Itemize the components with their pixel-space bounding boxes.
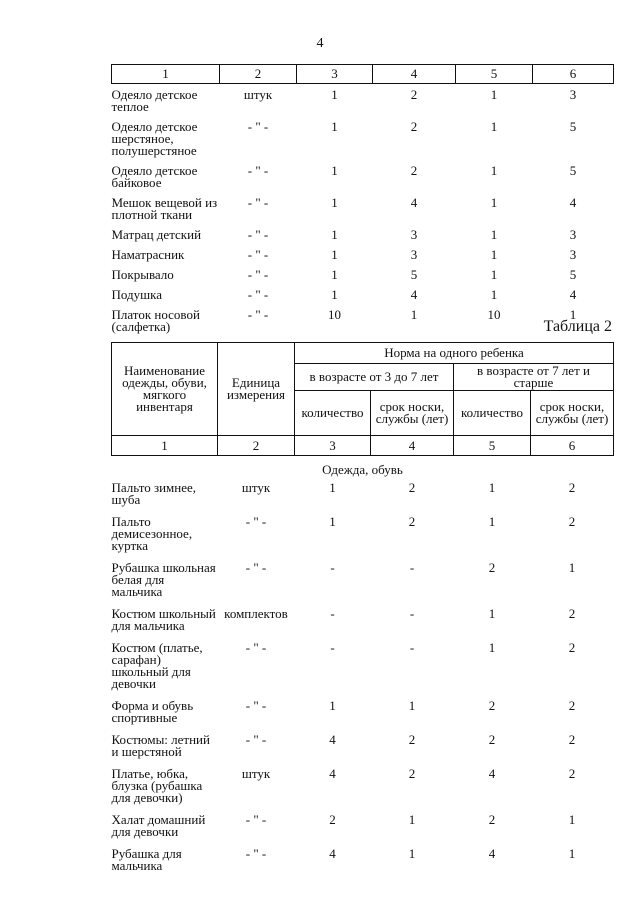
table2-row [112, 516, 614, 562]
table1-col4: 4 [410, 287, 418, 302]
table2-col4: 2 [408, 514, 416, 529]
table1-row [112, 197, 614, 229]
table2-col4: 2 [408, 732, 416, 747]
table2-number-cell: 3 [295, 436, 371, 456]
table1-col3: 1 [331, 163, 338, 178]
table1-col5: 1 [490, 267, 498, 282]
table1-col4: 5 [410, 267, 418, 282]
table1-col5: 10 [487, 307, 501, 322]
table1-header-cell: 1 [112, 65, 220, 84]
table2-col5: 2 [488, 732, 496, 747]
table2-col5: 1 [488, 514, 496, 529]
table2-col6: 1 [568, 812, 576, 827]
table2-col3: 4 [329, 732, 336, 747]
table2-section-title: Одежда, обувь [322, 462, 403, 477]
table1-row [112, 84, 614, 122]
table2-unit: - " - [245, 514, 267, 529]
table1-col4: 3 [410, 227, 418, 242]
table2-wear-term-header: срок носки, службы (лет) [531, 391, 614, 436]
table2-col4: 1 [408, 846, 416, 861]
table2-item-name: Рубашка для мальчика [111, 846, 182, 873]
table2-col4: 1 [408, 812, 416, 827]
table2-number-cell: 4 [371, 436, 454, 456]
table2-col3: 1 [329, 480, 336, 495]
table2-col5: 2 [488, 698, 496, 713]
table1-row [112, 289, 614, 309]
table2-col3: 2 [329, 812, 336, 827]
table2-item-name: Форма и обувь спортивные [111, 698, 194, 725]
table1-row [112, 269, 614, 289]
table2-row [112, 734, 614, 768]
table1-col5: 1 [490, 247, 498, 262]
table2-col3: 4 [329, 846, 336, 861]
table1-col6: 3 [569, 247, 577, 262]
table2-unit: - " - [245, 698, 267, 713]
table2-col3: 1 [329, 514, 336, 529]
table2-number-cell: 1 [112, 436, 218, 456]
table2-age-3-7-header: в возрасте от 3 до 7 лет [295, 364, 454, 391]
table1-unit: - " - [247, 195, 269, 210]
table1-col3: 10 [328, 307, 341, 322]
table2-col6: 1 [568, 560, 576, 575]
table2-row [112, 814, 614, 848]
table2-col6: 2 [568, 732, 576, 747]
table2-section-row [112, 456, 614, 483]
table1-unit: - " - [247, 247, 269, 262]
table2-number-cell: 2 [218, 436, 295, 456]
table2-col3: - [330, 606, 335, 621]
table2-row [112, 700, 614, 734]
table1-item-name: Наматрасник [111, 247, 185, 262]
table2-age-7-plus-header: в возрасте от 7 лет и старше [454, 364, 614, 391]
table2-col3: - [330, 640, 335, 655]
table2-col3: - [330, 560, 335, 575]
table2-col5: 4 [488, 766, 496, 781]
table2 [111, 342, 614, 882]
table1-item-name: Мешок вещевой из плотной ткани [111, 195, 218, 222]
table1-col6: 4 [569, 195, 577, 210]
table2-row [112, 768, 614, 814]
table2-row [112, 642, 614, 700]
table2-unit: - " - [245, 560, 267, 575]
table2-unit: комплектов [224, 606, 288, 621]
table1-unit: - " - [247, 287, 269, 302]
table2-name-header: Наименование одежды, обуви, мягкого инвентаря [112, 343, 218, 436]
table2-col6: 2 [568, 606, 576, 621]
table1-col5: 1 [490, 87, 498, 102]
table2-col3: 1 [329, 698, 336, 713]
table1-col6: 4 [569, 287, 577, 302]
table1-col3: 1 [331, 195, 338, 210]
table1-item-name: Платок носовой (салфетка) [111, 307, 200, 334]
table2-item-name: Рубашка школьная белая для мальчика [111, 560, 216, 599]
table1-col4: 2 [410, 119, 418, 134]
table1-item-name: Подушка [111, 287, 163, 302]
table2-norm-header: Норма на одного ребенка [295, 343, 614, 364]
table2-col6: 2 [568, 640, 576, 655]
table2-col6: 2 [568, 698, 576, 713]
table1-header-cell: 2 [220, 65, 297, 84]
table2-col4: 2 [408, 480, 416, 495]
table2-col5: 2 [488, 560, 496, 575]
table1-unit: - " - [247, 119, 269, 134]
table1-row [112, 309, 614, 341]
table2-col4: 2 [408, 766, 416, 781]
table1-col3: 1 [331, 119, 338, 134]
table1-header-cell: 3 [297, 65, 373, 84]
table2-col6: 1 [568, 846, 576, 861]
table2-col6: 2 [568, 514, 576, 529]
table1-col3: 1 [331, 227, 338, 242]
table1-item-name: Одеяло детское байковое [111, 163, 198, 190]
table2-title: Таблица 2 [543, 318, 612, 335]
table1-col5: 1 [490, 195, 498, 210]
table1-col6: 1 [569, 307, 577, 322]
table1-item-name: Одеяло детское шерстяное, полушерстяное [111, 119, 198, 158]
table1-item-name: Одеяло детское теплое [111, 87, 198, 114]
table2-col6: 2 [568, 480, 576, 495]
table1-col5: 1 [490, 163, 498, 178]
table2-col4: 1 [408, 698, 416, 713]
table1-unit: - " - [247, 307, 269, 322]
table1-unit: - " - [247, 163, 269, 178]
table1-unit: - " - [247, 267, 269, 282]
table1-col6: 5 [569, 267, 577, 282]
table1-row [112, 249, 614, 269]
table1-header-cell: 6 [533, 65, 614, 84]
table1-col5: 1 [490, 227, 498, 242]
table1-unit: - " - [247, 227, 269, 242]
table1-header-cell: 4 [373, 65, 456, 84]
table1-col4: 4 [410, 195, 418, 210]
table1-col5: 1 [490, 119, 498, 134]
table1-col3: 1 [331, 87, 338, 102]
table1-row [112, 121, 614, 165]
table1-col4: 1 [410, 307, 418, 322]
table2-unit-header: Единица измерения [218, 343, 295, 436]
table1 [111, 64, 614, 341]
table1-col3: 1 [331, 267, 338, 282]
table2-row [112, 848, 614, 882]
table2-row [112, 482, 614, 516]
table2-col4: - [409, 640, 415, 655]
table2-number-cell: 6 [531, 436, 614, 456]
table2-item-name: Костюм (платье, сарафан) школьный для девочки [111, 640, 203, 691]
table2-item-name: Платье, юбка, блузка (рубашка для девочки) [111, 766, 203, 805]
table2-col4: - [409, 606, 415, 621]
table2-col4: - [409, 560, 415, 575]
table2-quantity-header: количество [454, 391, 531, 436]
table2-unit: - " - [245, 732, 267, 747]
table2-col5: 1 [488, 606, 496, 621]
table2-item-name: Костюм школьный для мальчика [111, 606, 216, 633]
table2-col5: 1 [488, 640, 496, 655]
table2-col5: 2 [488, 812, 496, 827]
table1-col6: 5 [569, 163, 577, 178]
table2-row [112, 608, 614, 642]
table1-col4: 2 [410, 163, 418, 178]
table1-col6: 5 [569, 119, 577, 134]
table2-unit: - " - [245, 640, 267, 655]
table2-item-name: Пальто зимнее, шуба [111, 480, 197, 507]
table2-col6: 2 [568, 766, 576, 781]
table2-col5: 1 [488, 480, 496, 495]
table1-unit: штук [243, 87, 273, 102]
table1-col3: 1 [331, 247, 338, 262]
table1-row [112, 165, 614, 197]
table1-col5: 1 [490, 287, 498, 302]
table2-item-name: Халат домашний для девочки [111, 812, 206, 839]
table2-unit: штук [241, 766, 271, 781]
table2-wear-term-header: срок носки, службы (лет) [371, 391, 454, 436]
table1-col3: 1 [331, 287, 338, 302]
table2-quantity-header: количество [295, 391, 371, 436]
table1-col4: 3 [410, 247, 418, 262]
table2-item-name: Пальто демисезонное, куртка [111, 514, 193, 553]
table1-header-row [112, 65, 614, 84]
table1-col6: 3 [569, 227, 577, 242]
table1-row [112, 229, 614, 249]
table1-header-cell: 5 [456, 65, 533, 84]
table1-col6: 3 [569, 87, 577, 102]
table2-unit: - " - [245, 812, 267, 827]
table2-unit: - " - [245, 846, 267, 861]
table2-col5: 4 [488, 846, 496, 861]
page-number: 4 [316, 36, 324, 51]
table2-unit: штук [241, 480, 271, 495]
table2-number-cell: 5 [454, 436, 531, 456]
table2-item-name: Костюмы: летний и шерстяной [111, 732, 210, 759]
table2-col3: 4 [329, 766, 336, 781]
table1-item-name: Покрывало [111, 267, 174, 282]
table2-row [112, 562, 614, 608]
table1-col4: 2 [410, 87, 418, 102]
table1-item-name: Матрац детский [111, 227, 202, 242]
